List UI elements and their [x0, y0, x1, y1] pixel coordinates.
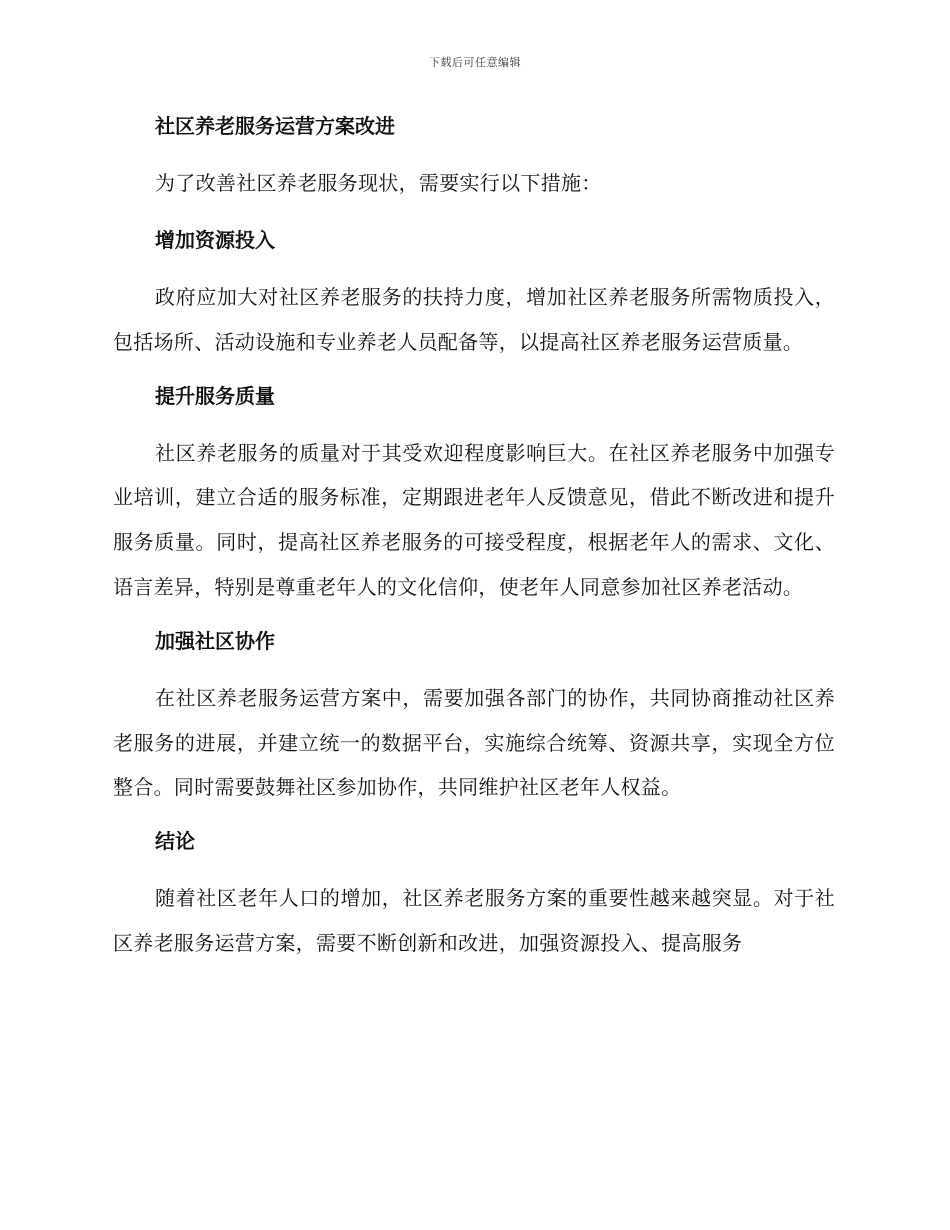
section-body-conclusion: 随着社区老年人口的增加，社区养老服务方案的重要性越来越突显。对于社区养老服务运营方案，需要不断创新和改进，加强资源投入、提高服务 — [113, 886, 835, 955]
intro-paragraph: 为了改善社区养老服务现状，需要实行以下措施： — [155, 171, 602, 195]
document-body — [113, 111, 835, 966]
page-header: 下载后可任意编辑 — [429, 56, 521, 69]
section-body-quality: 社区养老服务的质量对于其受欢迎程度影响巨大。在社区养老服务中加强专业培训，建立合适的服务标准，定期跟进老年人反馈意见，借此不断改进和提升服务质量。同时，提高社区养老服务的可接受程度，根据老年人的需求、文化、语言差异，特别是尊重老年人的文化信仰，使老年人同意参加社区养老活动。 — [113, 440, 835, 599]
section-body-collaboration: 在社区养老服务运营方案中，需要加强各部门的协作，共同协商推动社区养老服务的进展，并建立统一的数据平台，实施综合统筹、资源共享，实现全方位整合。同时需要鼓舞社区参加协作，共同维护社区老年人权益。 — [113, 685, 835, 800]
section-heading-collaboration: 加强社区协作 — [155, 628, 275, 653]
section-heading-quality: 提升服务质量 — [155, 383, 275, 408]
section-body-resources: 政府应加大对社区养老服务的扶持力度，增加社区养老服务所需物质投入，包括场所、活动设施和专业养老人员配备等，以提高社区养老服务运营质量。 — [113, 285, 835, 354]
document-title: 社区养老服务运营方案改进 — [155, 114, 395, 138]
section-heading-conclusion: 结论 — [155, 829, 195, 854]
section-heading-resources: 增加资源投入 — [155, 228, 275, 252]
